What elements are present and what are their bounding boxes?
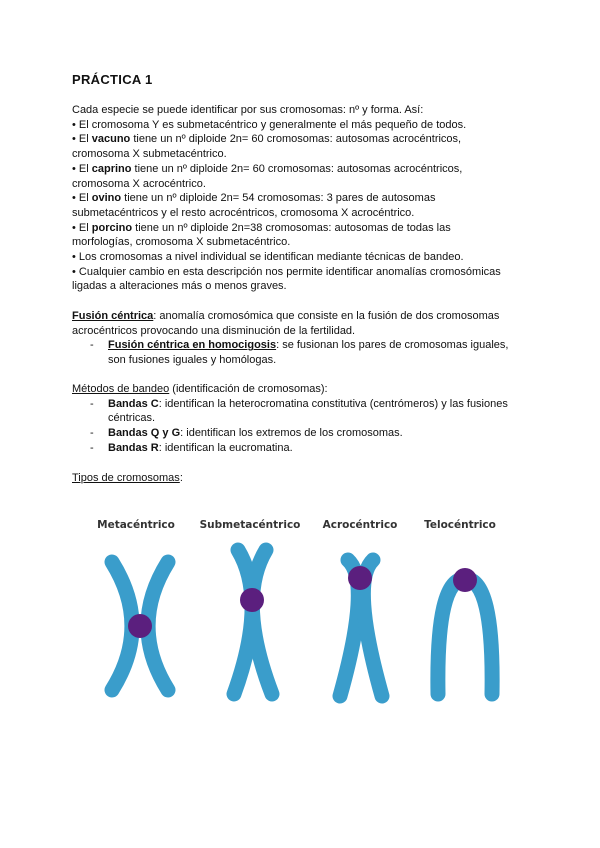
label-acrocentrico: Acrocéntrico (322, 519, 398, 531)
methods-heading-text: Métodos de bandeo (72, 383, 170, 395)
bullet-text: • Los cromosomas a nivel individual se identifican mediante técnicas de bandeo. (72, 251, 464, 264)
bullet-text: • Cualquier cambio en esta descripción nos permite identificar anomalías cromosómicas ligadas a alteraciones más o menos graves. (72, 265, 501, 293)
bullet-text: • El cromosoma Y es submetacéntrico y generalmente el más pequeño de todos. (72, 118, 467, 131)
method-term: Bandas Q y G (108, 427, 181, 440)
fusion-term: Fusión céntrica (72, 310, 154, 322)
label-metacentrico: Metacéntrico (97, 519, 175, 531)
types-heading-text: Tipos de cromosomas (72, 472, 180, 484)
bullet-species: caprino (91, 162, 132, 175)
types-colon: : (179, 472, 183, 484)
bullet-text: • El (72, 192, 92, 205)
methods-heading-rest: (identificación de cromosomas): (169, 383, 328, 395)
method-text: : identifican los extremos de los cromosomas. (180, 427, 403, 440)
dash: - (90, 427, 94, 440)
metacentric-chromosome (112, 562, 168, 690)
centromere (128, 614, 152, 638)
chromatid-arm (252, 550, 272, 694)
bullet-species: porcino (91, 221, 133, 234)
chromatid-arm (438, 579, 492, 694)
method-term: Bandas R (108, 441, 159, 454)
fusion-text: : anomalía cromosómica que consiste en la fusión de dos cromosomas acrocéntricos provocando una disminución de la fertilidad. (72, 310, 500, 337)
dash: - (90, 441, 94, 454)
telocentric-chromosome (438, 568, 492, 694)
method-text: : identifican la eucromatina. (158, 441, 293, 454)
method-text: : identifican la heterocromatina constitutiva (centrómeros) y las fusiones céntricas. (108, 397, 508, 425)
submetacentric-chromosome (234, 550, 272, 694)
bullet-text: tiene un nº diploide 2n= 60 cromosomas: autosomas acrocéntricos, cromosoma X submetacéntrico. (72, 133, 462, 161)
dash: - (90, 397, 94, 410)
centromere (348, 566, 372, 590)
label-telocentrico: Telocéntrico (424, 519, 496, 531)
bullet-text: • El (72, 221, 92, 234)
centromere (453, 568, 477, 592)
bullet-text: tiene un nº diploide 2n= 54 cromosomas: 3 pares de autosomas submetacéntricos y el resto acrocéntricos, cromosoma X acrocéntrico. (72, 192, 436, 219)
bullet-species: vacuno (91, 133, 131, 146)
method-term: Bandas C (108, 397, 159, 410)
bullet-text: tiene un nº diploide 2n=38 cromosomas: autosomas de todas las morfologías, cromosoma X submetacéntrico. (72, 221, 451, 249)
fusion-sub-term: Fusión céntrica en homocigosis (108, 339, 277, 352)
acrocentric-chromosome (340, 560, 382, 696)
centromere (240, 588, 264, 612)
bullet-species: ovino (91, 192, 122, 205)
bullet-text: • El (72, 133, 92, 146)
label-submetacentrico: Submetacéntrico (199, 519, 301, 531)
fusion-sub-text: : se fusionan los pares de cromosomas iguales, son fusiones iguales y homólogas. (108, 339, 509, 367)
intro-lead: Cada especie se puede identificar por sus cromosomas: nº y forma. Así: (72, 104, 424, 116)
bullet-text: tiene un nº diploide 2n= 60 cromosomas: autosomas acrocéntricos, cromosoma X acrocéntrico. (72, 162, 463, 190)
dash: - (90, 339, 94, 352)
bullet-text: • El (72, 162, 92, 175)
page-title: PRÁCTICA 1 (72, 72, 153, 87)
